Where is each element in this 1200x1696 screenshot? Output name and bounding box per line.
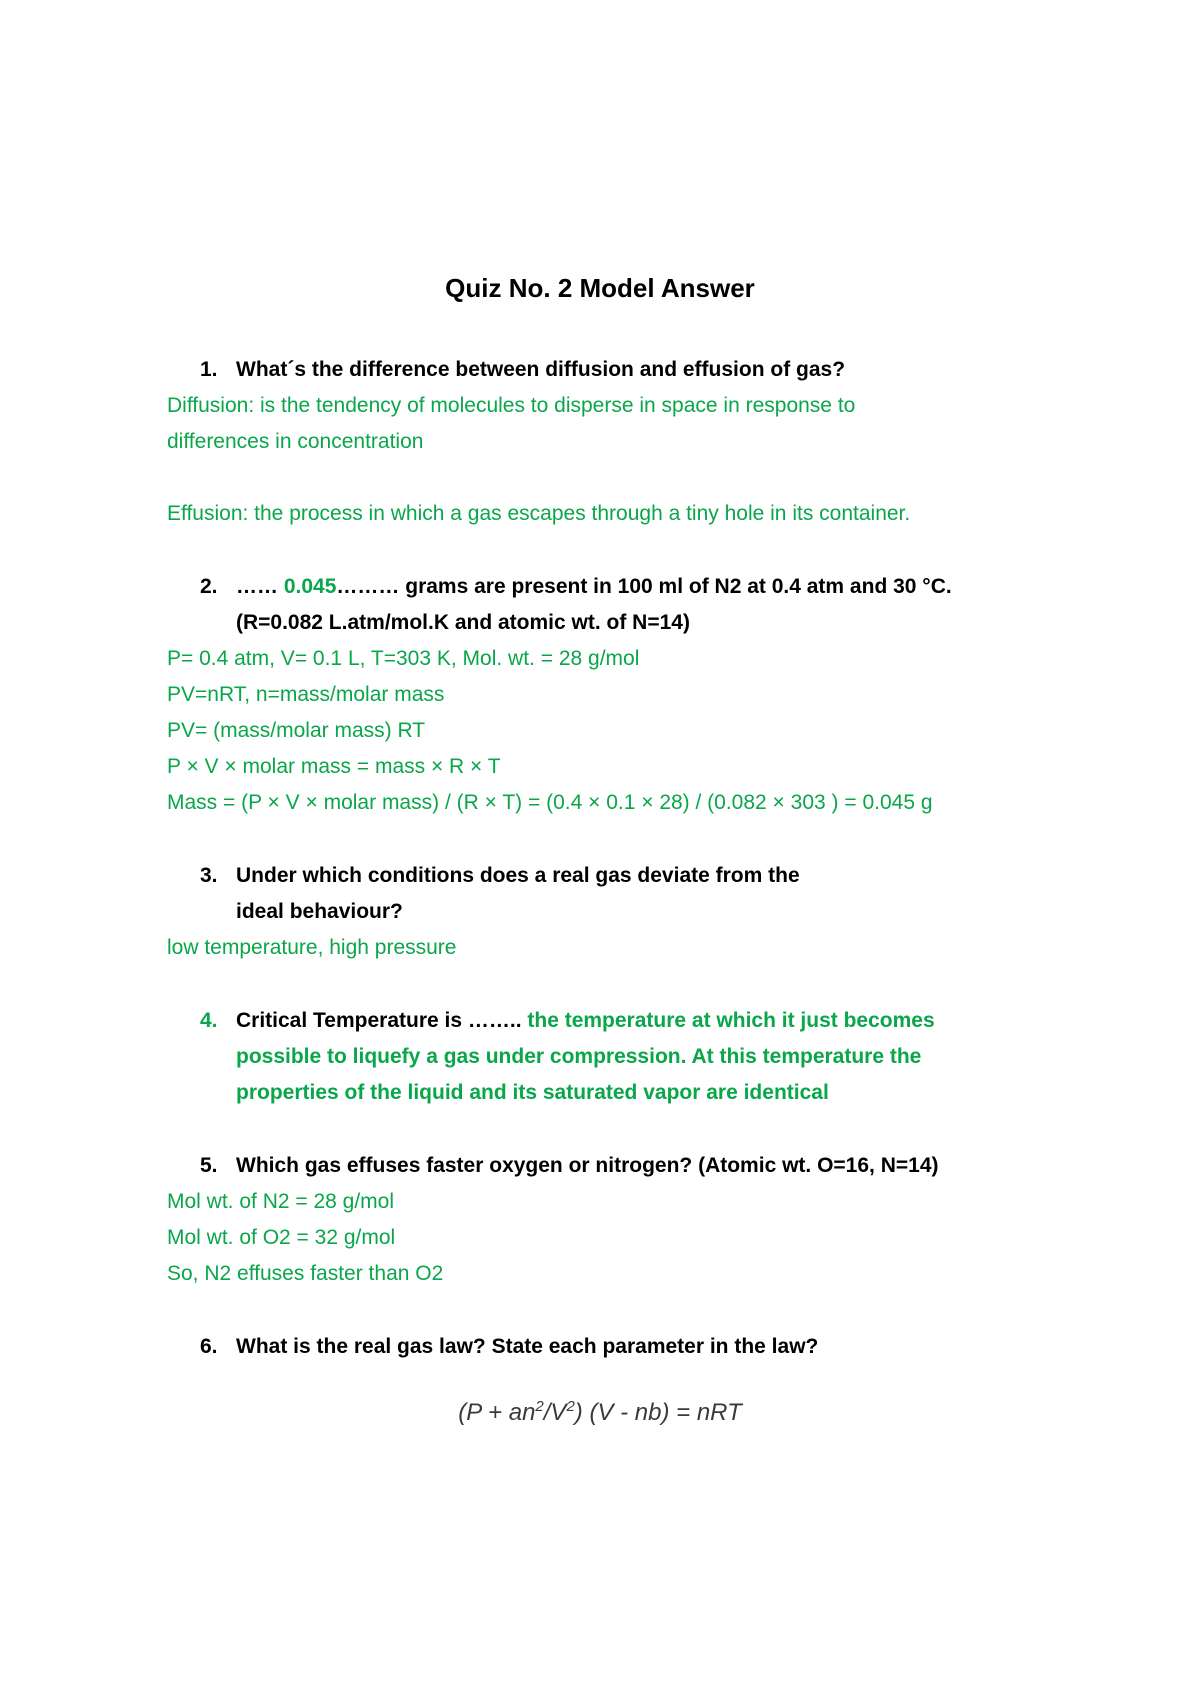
question-5	[200, 1152, 939, 1180]
question-1	[200, 356, 845, 384]
question-5-text: Which gas effuses faster oxygen or nitrogen? (Atomic wt. O=16, N=14)	[236, 1154, 939, 1177]
question-2-blank-left: ……	[236, 575, 284, 598]
question-5-number: 5.	[200, 1154, 218, 1177]
question-6-number: 6.	[200, 1335, 218, 1358]
question-2	[200, 573, 952, 601]
question-3-text: Under which conditions does a real gas deviate from the	[236, 864, 800, 887]
question-2-answer-value: 0.045	[283, 575, 337, 598]
answer-4-line-3: properties of the liquid and its saturated vapor are identical	[236, 1081, 829, 1104]
real-gas-law-formula	[0, 1398, 1200, 1427]
formula-part-1: (P + an	[458, 1399, 536, 1426]
question-1-number: 1.	[200, 358, 218, 381]
answer-4-line-2: possible to liquefy a gas under compression. At this temperature the	[236, 1045, 922, 1068]
question-3-line-2: ideal behaviour?	[236, 900, 403, 923]
question-1-text: What´s the difference between diffusion and effusion of gas?	[236, 358, 846, 381]
answer-2-work-4: P × V × molar mass = mass × R × T	[167, 755, 501, 778]
page-title: Quiz No. 2 Model Answer	[445, 273, 755, 303]
answer-5-line-3: So, N2 effuses faster than O2	[167, 1262, 444, 1285]
answer-4-line-1: the temperature at which it just becomes	[527, 1009, 935, 1032]
answer-1-line-2: differences in concentration	[167, 430, 424, 453]
answer-1-line-3: Effusion: the process in which a gas escapes through a tiny hole in its container.	[167, 502, 911, 525]
formula-superscript-1: 2	[535, 1398, 544, 1415]
answer-2-work-2: PV=nRT, n=mass/molar mass	[167, 683, 445, 706]
answer-2-work-1: P= 0.4 atm, V= 0.1 L, T=303 K, Mol. wt. = 28 g/mol	[167, 647, 640, 670]
question-4	[200, 1007, 935, 1035]
question-3-number: 3.	[200, 864, 218, 887]
formula-part-3: ) (V - nb) = nRT	[574, 1399, 742, 1426]
answer-2-work-3: PV= (mass/molar mass) RT	[167, 719, 426, 742]
answer-5-line-1: Mol wt. of N2 = 28 g/mol	[167, 1190, 395, 1213]
question-6-text: What is the real gas law? State each parameter in the law?	[236, 1335, 819, 1358]
formula-superscript-2: 2	[566, 1398, 575, 1415]
question-2-blank-right: ………	[336, 575, 406, 598]
answer-2-work-5: Mass = (P × V × molar mass) / (R × T) = (0.4 × 0.1 × 28) / (0.082 × 303 ) = 0.045 g	[167, 791, 933, 814]
question-2-line-2: (R=0.082 L.atm/mol.K and atomic wt. of N=14)	[236, 611, 690, 634]
answer-3: low temperature, high pressure	[167, 936, 457, 959]
answer-5-line-2: Mol wt. of O2 = 32 g/mol	[167, 1226, 396, 1249]
formula-part-2: /V	[543, 1399, 567, 1426]
question-4-text: Critical Temperature is ……..	[236, 1009, 528, 1032]
question-4-number: 4.	[200, 1009, 218, 1032]
question-6	[200, 1333, 818, 1361]
question-2-text: grams are present in 100 ml of N2 at 0.4 atm and 30 °C.	[405, 575, 952, 598]
answer-1-line-1: Diffusion: is the tendency of molecules to disperse in space in response to	[167, 394, 856, 417]
question-2-number: 2.	[200, 575, 218, 598]
question-3	[200, 862, 800, 890]
